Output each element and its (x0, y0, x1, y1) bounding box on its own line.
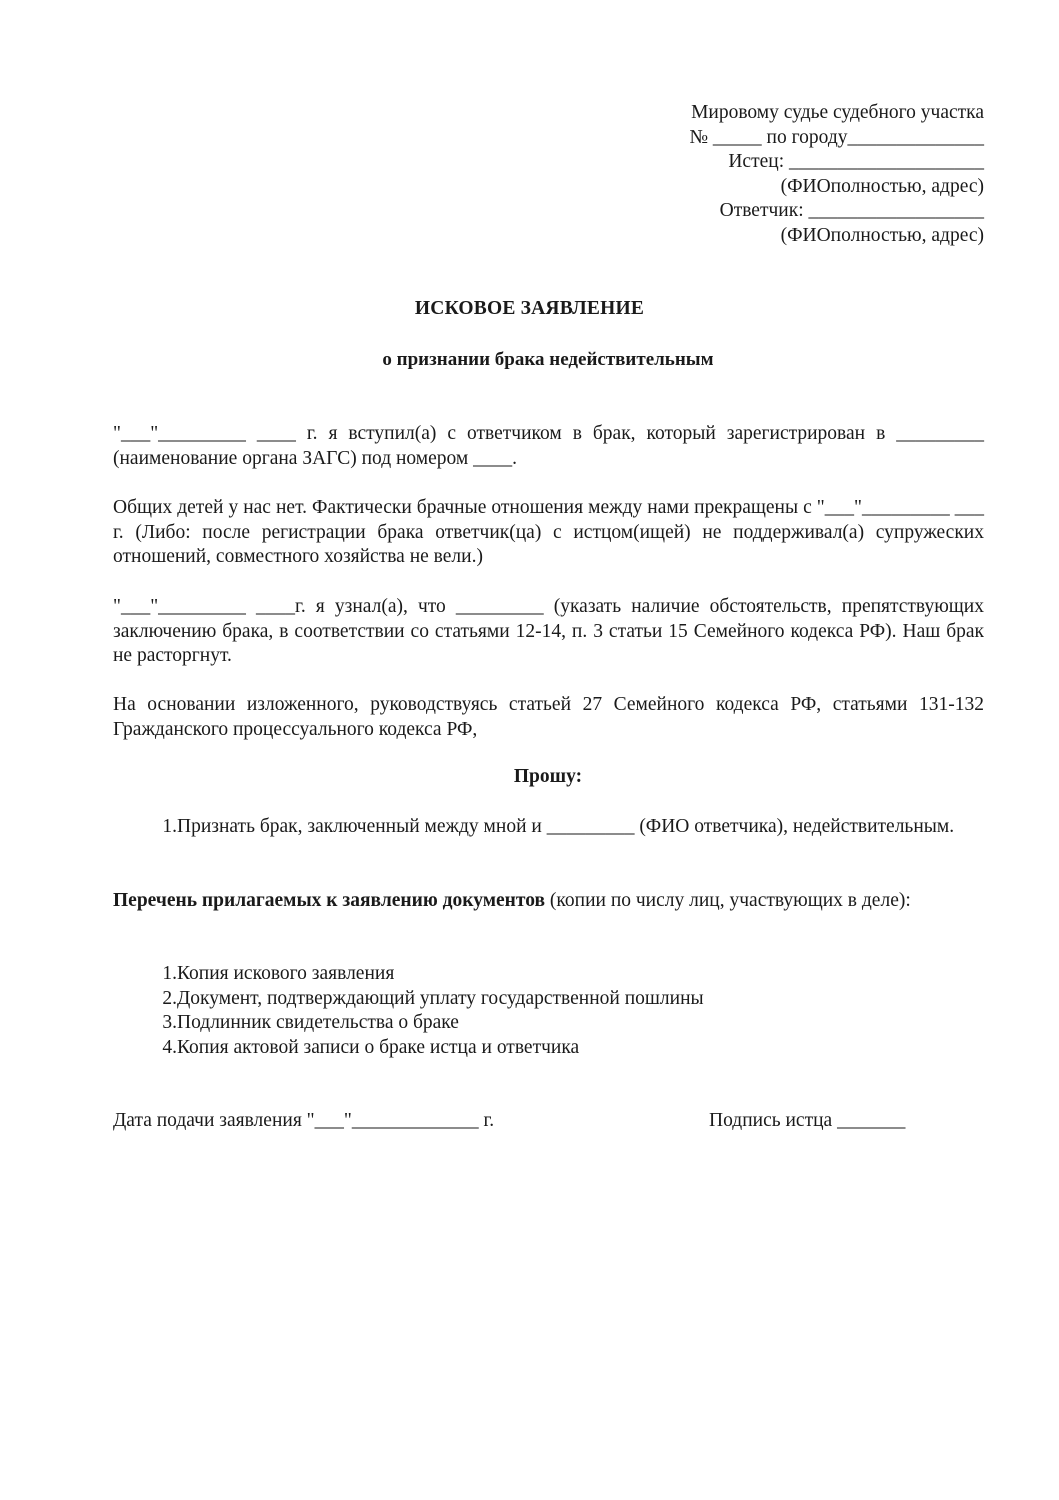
paragraph-marriage-registration: "___"_________ ____ г. я вступил(а) с ответчиком в брак, который зарегистрирован в _________ (наименование органа ЗАГС) под номером ____. (113, 423, 984, 469)
document-item-number: 2. (162, 987, 177, 1009)
document-item-text: Подлинник свидетельства о браке (177, 1012, 459, 1034)
documents-intro-rest: (копии по числу лиц, участвующих в деле): (545, 890, 911, 911)
document-item-number: 1. (162, 963, 177, 984)
document-item (113, 962, 984, 987)
document-item-text: Копия актовой записи о браке истца и ответчика (177, 1036, 580, 1058)
request-item-number: 1. (162, 816, 177, 837)
document-title: ИСКОВОЕ ЗАЯВЛЕНИЕ (414, 298, 645, 319)
plaintiff-signature-line: Подпись истца _______ (709, 1110, 906, 1131)
document-item (113, 1036, 984, 1061)
request-item-text: Признать брак, заключенный между мной и _________ (ФИО ответчика), недействительным. (177, 816, 955, 837)
paragraph-legal-basis: На основании изложенного, руководствуясь статьей 27 Семейного кодекса РФ, статьями 131-132 Гражданского процессуального кодекса РФ, (113, 694, 984, 740)
addressee-block (644, 101, 984, 249)
request-heading: Прошу: (513, 766, 583, 787)
paragraph-circumstances: "___"_________ ____г. я узнал(а), что _________ (указать наличие обстоятельств, препятствующих заключению брака, в соответствии со статьями 12-14, п. 3 статьи 15 Семейного кодекса РФ). Наш брак не расторгнут. (113, 596, 984, 667)
documents-intro (113, 889, 984, 914)
document-item (113, 987, 984, 1012)
request-list (113, 815, 984, 840)
request-item (113, 815, 984, 840)
defendant-line: Ответчик: __________________ (719, 200, 984, 222)
document-item-number: 3. (162, 1012, 177, 1034)
documents-list (113, 962, 984, 1060)
document-subtitle: о признании брака недействительным (382, 349, 714, 370)
plaintiff-line: Истец: ____________________ (728, 151, 984, 173)
documents-intro-bold: Перечень прилагаемых к заявлению документов (113, 890, 546, 911)
document-item (113, 1011, 984, 1036)
defendant-hint: (ФИОполностью, адрес) (780, 224, 984, 246)
plaintiff-hint: (ФИОполностью, адрес) (780, 175, 984, 197)
addressee-court: Мировому судье судебного участка (691, 102, 984, 123)
document-item-text: Копия искового заявления (177, 963, 395, 984)
paragraph-children-relations: Общих детей у нас нет. Фактически брачные отношения между нами прекращены с "___"_________ ___ г. (Либо: после регистрации брака ответчик(ца) с истцом(ищей) не поддерживал(а) супружеских отношений, совместного хозяйства не вели.) (113, 497, 984, 568)
filing-date-line: Дата подачи заявления "___"_____________ г. (113, 1110, 495, 1131)
addressee-court-number: № _____ по городу______________ (689, 126, 984, 148)
document-item-number: 4. (162, 1036, 177, 1058)
document-item-text: Документ, подтверждающий уплату государственной пошлины (177, 987, 704, 1009)
